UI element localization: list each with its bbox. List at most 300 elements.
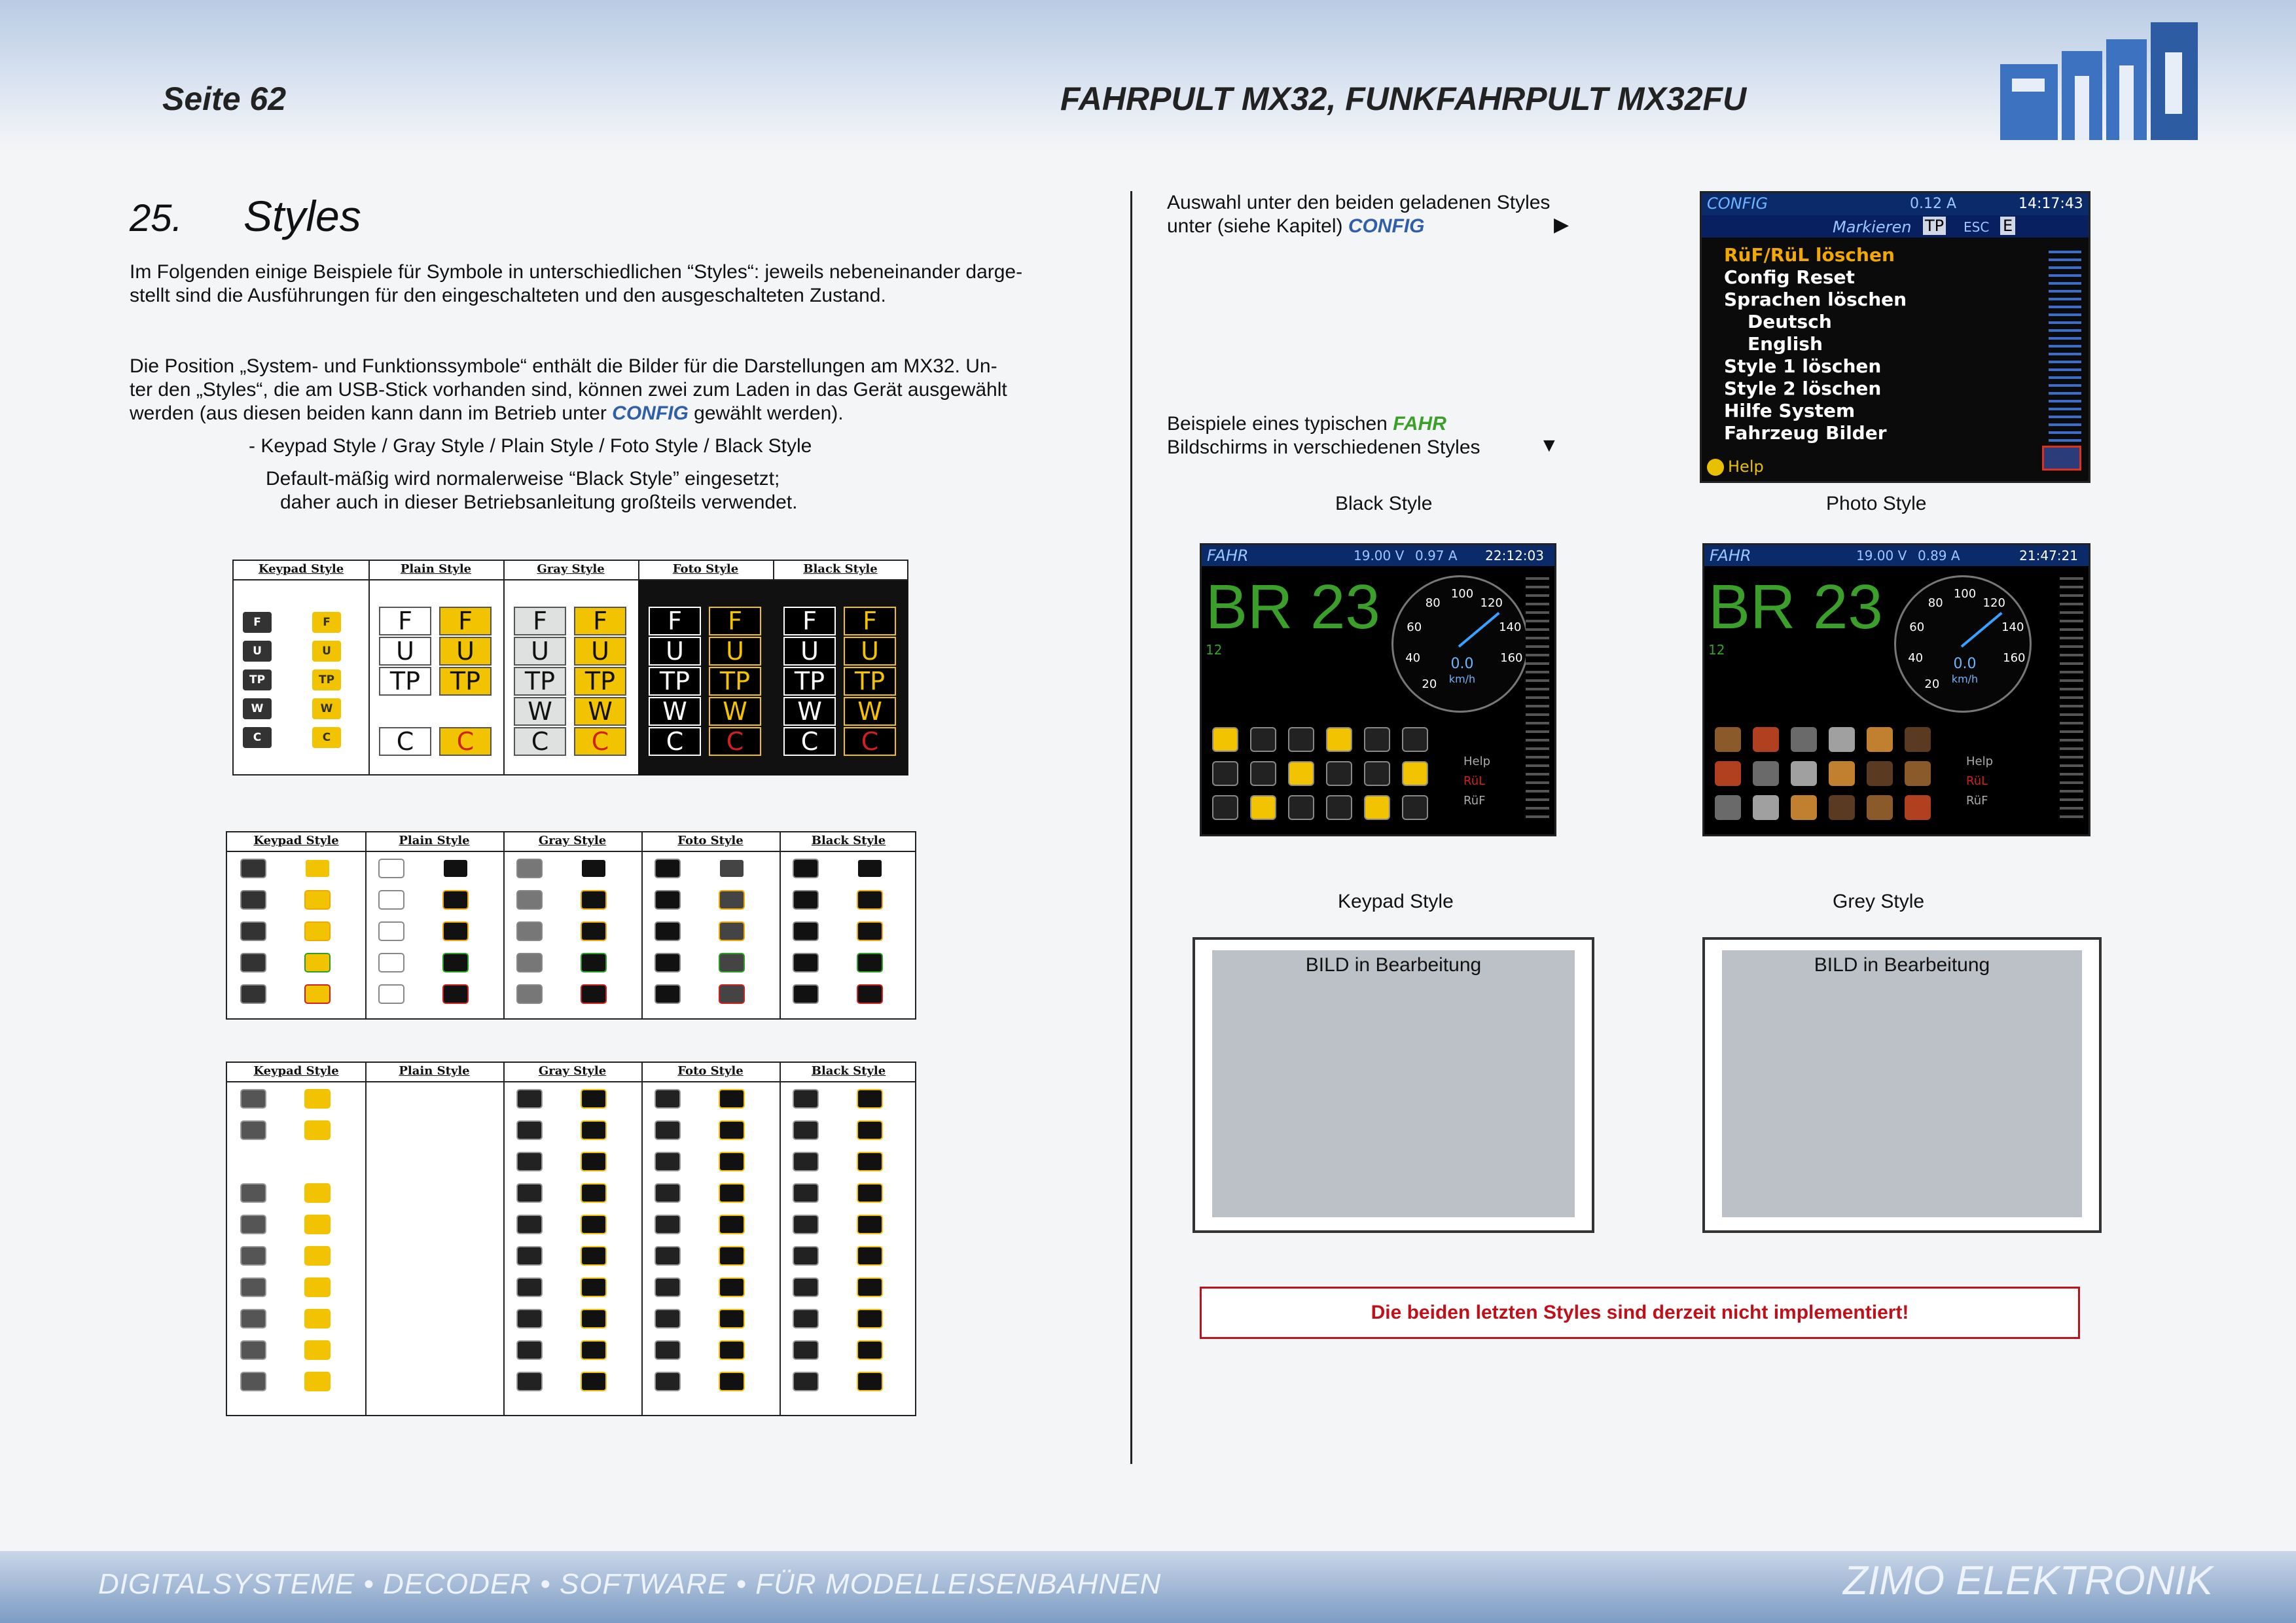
function-icon-on — [581, 1309, 607, 1329]
lamp-icon-off — [240, 984, 266, 1004]
function-icon-off — [516, 1215, 543, 1234]
throttle-scale — [2060, 571, 2083, 820]
fahr-ruf[interactable]: RüF — [1966, 794, 1988, 808]
function-icon-off — [793, 1152, 819, 1171]
black-symbol-on: F — [844, 607, 896, 635]
speed-tick-label: 60 — [1407, 620, 1422, 635]
plain-symbol-off: F — [379, 607, 431, 635]
fahr-title: FAHR — [1710, 546, 1751, 565]
config-menu-item[interactable]: English — [1748, 333, 1823, 355]
lamp-icon-off — [655, 984, 681, 1004]
foto-symbol-on: C — [709, 727, 761, 756]
lamp-icon-on — [442, 859, 469, 878]
function-icon-off — [240, 1215, 266, 1234]
foto-symbol-on: F — [709, 607, 761, 635]
plain-symbol-on: C — [439, 727, 492, 756]
function-icon — [1288, 727, 1314, 752]
function-icon-on — [857, 1246, 883, 1266]
function-icon-on — [719, 1120, 745, 1140]
function-icon-on — [719, 1246, 745, 1266]
function-icon — [1364, 795, 1390, 820]
gray-symbol-on: W — [574, 697, 626, 726]
config-menu-item[interactable]: Style 2 löschen — [1724, 378, 1882, 399]
speed-unit: km/h — [1951, 673, 1979, 685]
black-symbol-off: F — [783, 607, 836, 635]
function-icon-off — [240, 1372, 266, 1391]
lamp-icon-off — [516, 890, 543, 910]
function-icon — [1753, 761, 1779, 786]
function-icon-on — [581, 1183, 607, 1203]
lamp-icon-on — [719, 984, 745, 1004]
table-header: Plain Style — [400, 562, 472, 576]
lamp-icon-on — [581, 984, 607, 1004]
speed-tick-label: 140 — [1499, 620, 1522, 635]
lamp-icon-off — [240, 953, 266, 972]
plain-symbol-on: TP — [439, 667, 492, 696]
function-icon-on — [304, 1120, 331, 1140]
select-line-2 — [1167, 215, 1425, 238]
function-icon-off — [793, 1277, 819, 1297]
function-icon-off — [655, 1340, 681, 1360]
function-icon-on — [857, 1309, 883, 1329]
function-icon-off — [655, 1120, 681, 1140]
warning-box: Die beiden letzten Styles sind derzeit nicht implementiert! — [1200, 1287, 2080, 1339]
caption-grey-style: Grey Style — [1833, 891, 1925, 912]
function-icon — [1402, 761, 1428, 786]
intro-line: Im Folgenden einige Beispiele für Symbole in unterschiedlichen “Styles“: jeweils nebeneinander darge- — [130, 261, 1023, 283]
function-icon-off — [655, 1152, 681, 1171]
black-symbol-on: TP — [844, 667, 896, 696]
plain-symbol-on: U — [439, 637, 492, 666]
fahr-link[interactable]: FAHR — [1393, 413, 1446, 435]
lamp-icon-off — [516, 921, 543, 941]
table-header: Gray Style — [538, 1064, 607, 1078]
speed-tick-label: 20 — [1924, 677, 1940, 691]
lamp-icon-on — [719, 859, 745, 878]
function-icon-off — [240, 1120, 266, 1140]
function-icon-on — [857, 1089, 883, 1109]
intro-paragraph-1 — [130, 260, 1098, 308]
function-icon-off — [655, 1372, 681, 1391]
function-icon-off — [516, 1089, 543, 1109]
fahr-voltage: 19.00 V — [1856, 548, 1907, 563]
function-icon-on — [719, 1372, 745, 1391]
footer-tagline: DIGITALSYSTEME • DECODER • SOFTWARE • FÜR MODELLEISENBAHNEN — [98, 1568, 1162, 1600]
arrow-down-icon: ▼ — [1539, 435, 1559, 456]
table-header: Plain Style — [399, 1064, 470, 1078]
config-menu-item[interactable]: Config Reset — [1724, 266, 1855, 288]
lamp-icon-off — [378, 921, 404, 941]
function-icon-on — [581, 1340, 607, 1360]
function-icon — [1715, 761, 1741, 786]
plain-symbol-off: TP — [379, 667, 431, 696]
table-header: Black Style — [811, 1064, 886, 1078]
style-list: - Keypad Style / Gray Style / Plain Style / Foto Style / Black Style — [249, 435, 812, 457]
lamp-icon-on — [442, 984, 469, 1004]
function-icon-on — [304, 1089, 331, 1109]
text-span: Beispiele eines typischen — [1167, 413, 1388, 435]
config-button-icon[interactable] — [2042, 446, 2081, 471]
speed-tick-label: 20 — [1422, 677, 1437, 691]
keypad-symbol-off: U — [243, 641, 272, 662]
plain-symbol-off: U — [379, 637, 431, 666]
foto-symbol-off: W — [649, 697, 701, 726]
function-icon — [1326, 761, 1352, 786]
keypad-symbol-off: C — [243, 727, 272, 748]
function-icon — [1326, 727, 1352, 752]
speed-tick-label: 40 — [1908, 651, 1924, 666]
arrow-right-icon: ▶ — [1554, 214, 1570, 236]
function-icon-off — [240, 1340, 266, 1360]
lamp-icon-on — [581, 859, 607, 878]
caption-photo-style: Photo Style — [1826, 493, 1927, 514]
text-span: werden (aus diesen beiden kann dann im Betrieb unter — [130, 402, 607, 424]
help-label[interactable]: Help — [1728, 457, 1764, 476]
placeholder-label: BILD in Bearbeitung — [1814, 954, 1990, 976]
function-icon — [1867, 761, 1893, 786]
table-header: Gray Style — [538, 834, 607, 847]
lamp-icon-off — [516, 984, 543, 1004]
lamp-icon-on — [857, 953, 883, 972]
function-icon-off — [240, 1183, 266, 1203]
black-symbol-on: W — [844, 697, 896, 726]
lamp-icon-off — [378, 859, 404, 878]
function-icon-off — [516, 1120, 543, 1140]
function-icon-on — [304, 1215, 331, 1234]
function-icon-on — [304, 1372, 331, 1391]
speed-tick-label: 60 — [1909, 620, 1925, 635]
column-divider — [1130, 191, 1132, 1464]
lamp-icon-on — [442, 890, 469, 910]
config-link[interactable]: CONFIG — [612, 402, 689, 424]
placeholder-label: BILD in Bearbeitung — [1305, 954, 1482, 976]
function-icon-off — [655, 1089, 681, 1109]
fahr-address: 12 — [1206, 642, 1223, 658]
lamp-icon-on — [442, 953, 469, 972]
function-icon-on — [857, 1183, 883, 1203]
select-line-1: Auswahl unter den beiden geladenen Styles — [1167, 192, 1551, 213]
gray-symbol-off: F — [514, 607, 566, 635]
function-icon-on — [719, 1152, 745, 1171]
function-icon-off — [655, 1277, 681, 1297]
lamp-icon-off — [516, 859, 543, 878]
function-icon-off — [516, 1372, 543, 1391]
lamp-icon-off — [655, 953, 681, 972]
footer-brand: ZIMO ELEKTRONIK — [1843, 1558, 2213, 1603]
function-icon-on — [857, 1277, 883, 1297]
function-icon — [1402, 727, 1428, 752]
fahr-time: 21:47:21 — [2019, 548, 2078, 563]
default-note-1: Default-mäßig wird normalerweise “Black Style” eingesetzt; — [266, 468, 780, 490]
function-icon-on — [719, 1183, 745, 1203]
function-icon-off — [240, 1309, 266, 1329]
lamp-icon-on — [581, 890, 607, 910]
function-icon — [1905, 761, 1931, 786]
symbol-table-2 — [226, 831, 916, 1020]
keypad-symbol-off: W — [243, 698, 272, 719]
function-icon-on — [581, 1372, 607, 1391]
lamp-icon-off — [793, 953, 819, 972]
function-icon-on — [581, 1215, 607, 1234]
placeholder-grey — [1702, 937, 2102, 1233]
speed-tick-label: 120 — [1480, 596, 1503, 611]
intro-paragraph-2 — [130, 355, 1098, 425]
function-icon-off — [793, 1120, 819, 1140]
symbol-table-1 — [232, 560, 908, 776]
table-header: Gray Style — [537, 562, 605, 576]
gray-symbol-off: C — [514, 727, 566, 756]
keypad-symbol-on: F — [312, 612, 341, 633]
function-icon — [1829, 761, 1855, 786]
config-menu-item[interactable]: Style 1 löschen — [1724, 355, 1882, 377]
function-icon-off — [516, 1152, 543, 1171]
speed-tick-label: 80 — [1928, 596, 1943, 611]
foto-symbol-on: U — [709, 637, 761, 666]
foto-symbol-on: TP — [709, 667, 761, 696]
config-menu-item[interactable]: Fahrzeug Bilder — [1724, 422, 1887, 444]
function-icon-on — [304, 1309, 331, 1329]
function-icon — [1867, 727, 1893, 752]
fahr-rul[interactable]: RüL — [1463, 774, 1486, 788]
lamp-icon-on — [857, 890, 883, 910]
function-icon-on — [581, 1120, 607, 1140]
zimo-logo — [1996, 13, 2206, 144]
foto-symbol-off: C — [649, 727, 701, 756]
function-icon — [1364, 727, 1390, 752]
table-header: Keypad Style — [258, 562, 344, 576]
text-span: unter (siehe Kapitel) — [1167, 215, 1343, 237]
gray-symbol-off: U — [514, 637, 566, 666]
section-title: Styles — [243, 192, 361, 240]
function-icon-off — [655, 1215, 681, 1234]
lamp-icon-off — [793, 859, 819, 878]
foto-symbol-off: U — [649, 637, 701, 666]
caption-keypad-style: Keypad Style — [1338, 891, 1454, 912]
table-header: Plain Style — [399, 834, 470, 847]
speedometer — [1894, 575, 2032, 713]
example-line-1 — [1167, 412, 1446, 436]
function-icon-off — [516, 1246, 543, 1266]
esc-key[interactable]: ESC — [1964, 219, 1990, 235]
lamp-icon-on — [857, 859, 883, 878]
function-icon-off — [516, 1309, 543, 1329]
intro-line: ter den „Styles“, die am USB-Stick vorhanden sind, können zwei zum Laden in das Gerät ausgewählt — [130, 379, 1007, 401]
function-icon-off — [793, 1215, 819, 1234]
gray-symbol-on: F — [574, 607, 626, 635]
symbol-table-3 — [226, 1061, 916, 1416]
function-icon-off — [240, 1089, 266, 1109]
config-menu-item[interactable]: Hilfe System — [1724, 400, 1856, 421]
function-icon — [1715, 727, 1741, 752]
fahr-current: 0.97 A — [1415, 548, 1458, 563]
page-title: FAHRPULT MX32, FUNKFAHRPULT MX32FU — [1060, 80, 1747, 117]
lamp-icon-off — [378, 890, 404, 910]
speed-tick-label: 160 — [2003, 651, 2026, 666]
text-span: gewählt werden). — [694, 402, 844, 424]
lamp-icon-on — [857, 921, 883, 941]
gray-symbol-on: U — [574, 637, 626, 666]
function-icon — [1905, 727, 1931, 752]
black-symbol-off: TP — [783, 667, 836, 696]
gray-symbol-off: W — [514, 697, 566, 726]
lamp-icon-on — [581, 921, 607, 941]
fahr-voltage: 19.00 V — [1354, 548, 1405, 563]
function-icon-on — [304, 1183, 331, 1203]
function-icon-on — [719, 1277, 745, 1297]
lamp-icon-on — [304, 890, 331, 910]
function-icon — [1829, 727, 1855, 752]
plain-symbol-off: C — [379, 727, 431, 756]
foto-symbol-off: TP — [649, 667, 701, 696]
keypad-symbol-on: W — [312, 698, 341, 719]
plain-symbol-on: F — [439, 607, 492, 635]
lamp-icon-off — [655, 921, 681, 941]
header-band — [0, 0, 2296, 151]
gray-symbol-on: C — [574, 727, 626, 756]
function-icon — [1288, 795, 1314, 820]
fahr-help[interactable]: Help — [1966, 755, 1994, 768]
config-menu-item[interactable]: Deutsch — [1748, 311, 1832, 332]
function-icon — [1326, 795, 1352, 820]
keypad-symbol-on: TP — [312, 669, 341, 690]
lamp-icon-on — [719, 890, 745, 910]
function-icon-off — [516, 1340, 543, 1360]
config-current: 0.12 A — [1910, 196, 1957, 212]
function-icon-on — [581, 1152, 607, 1171]
speed-tick-label: 120 — [1982, 596, 2005, 611]
fahr-screen-black — [1200, 543, 1556, 836]
lamp-icon-off — [793, 921, 819, 941]
black-symbol-off: C — [783, 727, 836, 756]
function-icon-on — [857, 1340, 883, 1360]
lamp-icon-off — [655, 859, 681, 878]
page-number: Seite 62 — [162, 80, 287, 117]
config-menu-item[interactable]: Sprachen löschen — [1724, 289, 1907, 310]
lamp-icon-off — [655, 890, 681, 910]
config-link[interactable]: CONFIG — [1348, 215, 1425, 237]
lamp-icon-off — [516, 953, 543, 972]
keypad-symbol-on: C — [312, 727, 341, 748]
black-symbol-on: U — [844, 637, 896, 666]
lamp-icon-on — [304, 984, 331, 1004]
function-icon-off — [793, 1183, 819, 1203]
function-icon — [1212, 795, 1238, 820]
function-icon — [1250, 727, 1276, 752]
lamp-icon-off — [793, 890, 819, 910]
speed-tick-label: 100 — [1450, 587, 1474, 601]
speed-tick-label: 160 — [1500, 651, 1523, 666]
speed-tick-label: 140 — [2001, 620, 2024, 635]
lamp-icon-on — [442, 921, 469, 941]
black-symbol-off: W — [783, 697, 836, 726]
lamp-icon-off — [793, 984, 819, 1004]
function-icon-on — [857, 1152, 883, 1171]
speed-tick-label: 100 — [1953, 587, 1977, 601]
function-icon-on — [581, 1246, 607, 1266]
fahr-time: 22:12:03 — [1485, 548, 1544, 563]
function-icon-off — [793, 1089, 819, 1109]
fahr-ruf[interactable]: RüF — [1463, 794, 1486, 808]
function-icon — [1753, 727, 1779, 752]
speed-tick-label: 80 — [1425, 596, 1441, 611]
table-header: Foto Style — [672, 562, 739, 576]
keypad-symbol-off: TP — [243, 669, 272, 690]
function-icon — [1212, 727, 1238, 752]
black-symbol-off: U — [783, 637, 836, 666]
function-icon — [1829, 795, 1855, 820]
function-icon-on — [719, 1309, 745, 1329]
function-icon — [1364, 761, 1390, 786]
fahr-help[interactable]: Help — [1463, 755, 1491, 768]
help-icon — [1707, 459, 1724, 476]
lamp-icon-on — [304, 921, 331, 941]
fahr-loco-name: BR 23 — [1206, 572, 1380, 642]
speed-readout: 0.0 — [1450, 656, 1474, 672]
function-icon-on — [857, 1215, 883, 1234]
gray-symbol-on: TP — [574, 667, 626, 696]
function-icon-on — [304, 1340, 331, 1360]
lamp-icon-on — [857, 984, 883, 1004]
speed-needle — [1458, 612, 1500, 647]
config-time: 14:17:43 — [2018, 196, 2083, 212]
function-icon-on — [581, 1089, 607, 1109]
fahr-address: 12 — [1708, 642, 1725, 658]
speed-needle — [1961, 612, 2003, 647]
function-icon-on — [719, 1089, 745, 1109]
lamp-icon-on — [304, 953, 331, 972]
config-subtitle: Markieren — [1833, 218, 1912, 236]
config-menu-item[interactable]: RüF/RüL löschen — [1724, 244, 1895, 266]
lamp-icon-off — [240, 890, 266, 910]
tp-key[interactable]: TP — [1923, 217, 1946, 235]
gray-symbol-off: TP — [514, 667, 566, 696]
fahr-rul[interactable]: RüL — [1966, 774, 1988, 788]
speed-unit: km/h — [1448, 673, 1476, 685]
lamp-icon-off — [378, 984, 404, 1004]
lamp-icon-on — [581, 953, 607, 972]
placeholder-keypad — [1193, 937, 1594, 1233]
function-icon-off — [655, 1183, 681, 1203]
function-icon-off — [793, 1340, 819, 1360]
e-key[interactable]: E — [2000, 217, 2015, 235]
foto-symbol-off: F — [649, 607, 701, 635]
function-icon-on — [581, 1277, 607, 1297]
keypad-symbol-on: U — [312, 641, 341, 662]
lamp-icon-on — [719, 953, 745, 972]
function-icon — [1288, 761, 1314, 786]
lamp-icon-off — [240, 921, 266, 941]
example-line-2: Bildschirms in verschiedenen Styles — [1167, 437, 1480, 458]
function-icon-off — [240, 1277, 266, 1297]
function-icon-off — [516, 1277, 543, 1297]
intro-line — [130, 402, 1098, 425]
config-title: CONFIG — [1707, 194, 1768, 213]
intro-line: stellt sind die Ausführungen für den eingeschalteten und den ausgeschalteten Zustand. — [130, 285, 886, 306]
function-icon-on — [719, 1340, 745, 1360]
caption-black-style: Black Style — [1335, 493, 1433, 514]
config-screen — [1700, 191, 2090, 483]
table-header: Black Style — [803, 562, 878, 576]
function-icon — [1791, 727, 1817, 752]
keypad-symbol-off: F — [243, 612, 272, 633]
function-icon — [1250, 795, 1276, 820]
table-header: Keypad Style — [253, 834, 339, 847]
fahr-current: 0.89 A — [1918, 548, 1960, 563]
fahr-screen-photo — [1702, 543, 2090, 836]
function-icon-off — [793, 1246, 819, 1266]
default-note-2: daher auch in dieser Betriebsanleitung großteils verwendet. — [280, 491, 798, 513]
black-symbol-on: C — [844, 727, 896, 756]
